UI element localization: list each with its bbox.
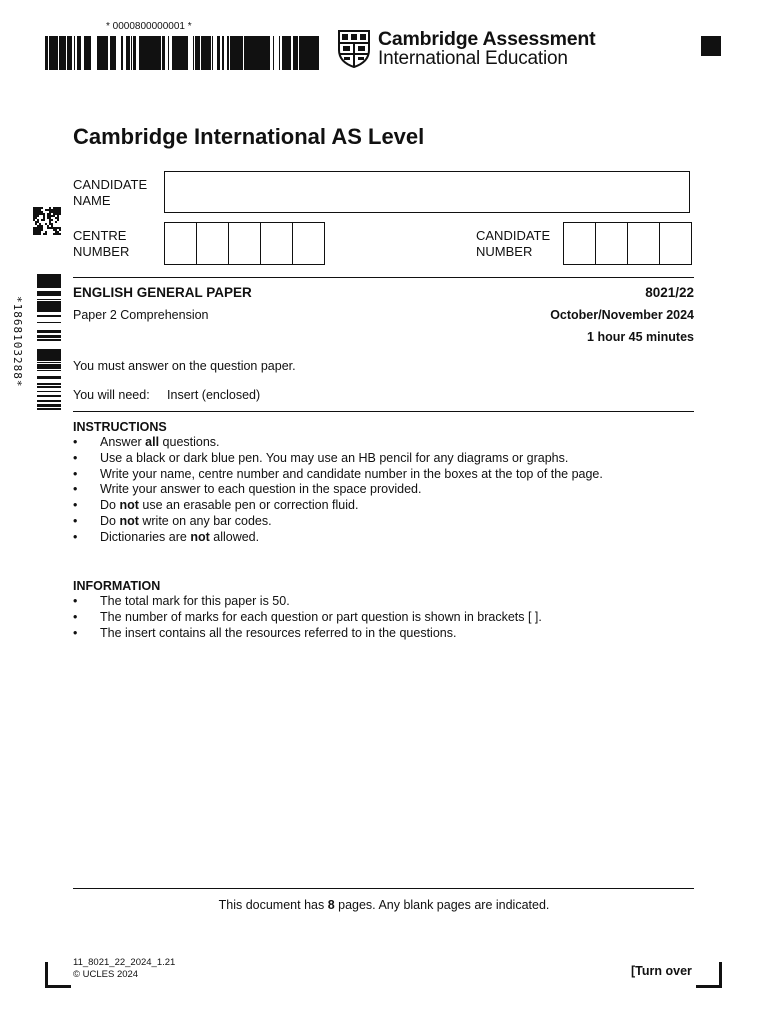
barcode-number: * 0000800000001 * bbox=[106, 21, 192, 32]
instruction-text-pre: Write your name, centre number and candidate number in the boxes at the top of the page. bbox=[100, 466, 603, 481]
candidate-digit-box[interactable] bbox=[564, 223, 596, 264]
divider bbox=[73, 888, 694, 889]
bullet: • bbox=[73, 482, 78, 497]
paper-code: 8021/22 bbox=[645, 285, 694, 300]
crop-mark bbox=[696, 985, 722, 988]
qualification-title: Cambridge International AS Level bbox=[73, 124, 425, 149]
qr-code bbox=[33, 207, 61, 235]
document-reference: 11_8021_22_2024_1.21 bbox=[73, 957, 176, 968]
instruction-text-post: write on any bar codes. bbox=[138, 513, 272, 528]
bullet: • bbox=[73, 625, 78, 640]
candidate-digit-box[interactable] bbox=[596, 223, 628, 264]
bullet: • bbox=[73, 435, 78, 449]
copyright: © UCLES 2024 bbox=[73, 969, 139, 980]
page-count-note bbox=[0, 898, 768, 912]
top-barcode bbox=[45, 36, 320, 70]
cambridge-logo bbox=[338, 29, 595, 69]
instruction-text-post: allowed. bbox=[209, 529, 260, 544]
centre-digit-box[interactable] bbox=[261, 223, 293, 264]
instruction-text-pre: Do bbox=[100, 498, 120, 513]
information-item bbox=[73, 594, 542, 610]
side-barcode-number: *1868103288* bbox=[11, 296, 24, 388]
turn-over-label: [Turn over bbox=[631, 964, 692, 978]
divider bbox=[73, 277, 694, 278]
candidate-name-label: CANDIDATE NAME bbox=[73, 177, 148, 208]
answer-note: You must answer on the question paper. bbox=[73, 359, 296, 373]
candidate-name-box[interactable] bbox=[164, 171, 690, 213]
instruction-text-bold: not bbox=[119, 513, 139, 528]
instruction-item bbox=[73, 530, 603, 546]
instruction-item bbox=[73, 482, 603, 498]
information-text: The total mark for this paper is 50. bbox=[100, 594, 290, 608]
instruction-text-bold: all bbox=[145, 435, 160, 449]
candidate-number-label: CANDIDATE NUMBER bbox=[476, 228, 551, 259]
information-item bbox=[73, 610, 542, 626]
information-text: The number of marks for each question or part question is shown in brackets [ ]. bbox=[100, 609, 542, 624]
instruction-text-post: questions. bbox=[159, 435, 220, 449]
instruction-item bbox=[73, 467, 603, 483]
divider bbox=[73, 411, 694, 412]
information-text: The insert contains all the resources referred to in the questions. bbox=[100, 625, 457, 640]
instruction-item bbox=[73, 451, 603, 467]
bullet: • bbox=[73, 466, 78, 481]
paper-name: Paper 2 Comprehension bbox=[73, 308, 209, 322]
instruction-text-bold: not bbox=[190, 529, 210, 544]
candidate-digit-box[interactable] bbox=[628, 223, 660, 264]
candidate-digit-box[interactable] bbox=[660, 223, 691, 264]
bullet: • bbox=[73, 498, 78, 513]
instruction-item bbox=[73, 435, 603, 451]
candidate-number-boxes[interactable] bbox=[563, 222, 692, 265]
side-barcode bbox=[37, 270, 61, 410]
information-title: INFORMATION bbox=[73, 579, 161, 593]
bullet: • bbox=[73, 513, 78, 528]
centre-digit-box[interactable] bbox=[197, 223, 229, 264]
instruction-item bbox=[73, 514, 603, 530]
centre-number-label: CENTRE NUMBER bbox=[73, 228, 130, 259]
instruction-text-bold: not bbox=[119, 498, 139, 513]
subject-title: ENGLISH GENERAL PAPER bbox=[73, 285, 252, 300]
instruction-text-pre: Answer bbox=[100, 435, 146, 449]
bullet: • bbox=[73, 594, 78, 608]
instruction-text-pre: Use a black or dark blue pen. You may use an HB pencil for any diagrams or graphs. bbox=[100, 450, 569, 465]
centre-number-boxes[interactable] bbox=[164, 222, 325, 265]
instruction-text-pre: Do bbox=[100, 513, 120, 528]
instruction-item bbox=[73, 498, 603, 514]
information-item bbox=[73, 626, 542, 642]
exam-session: October/November 2024 bbox=[550, 308, 694, 322]
exam-duration: 1 hour 45 minutes bbox=[587, 330, 694, 344]
centre-digit-box[interactable] bbox=[165, 223, 197, 264]
page-count-post: pages. Any blank pages are indicated. bbox=[334, 898, 550, 912]
page-count-pre: This document has bbox=[218, 898, 328, 912]
information-list bbox=[73, 594, 542, 641]
instructions-list bbox=[73, 435, 603, 546]
centre-digit-box[interactable] bbox=[229, 223, 261, 264]
logo-line-1: Cambridge Assessment bbox=[378, 28, 596, 50]
bullet: • bbox=[73, 609, 78, 624]
centre-digit-box[interactable] bbox=[293, 223, 324, 264]
bullet: • bbox=[73, 450, 78, 465]
crop-mark bbox=[45, 985, 71, 988]
page-count: 8 bbox=[327, 898, 335, 912]
crest-icon bbox=[338, 30, 370, 68]
instruction-text-post: use an erasable pen or correction fluid. bbox=[138, 498, 359, 513]
instruction-text-pre: Dictionaries are bbox=[100, 529, 191, 544]
instructions-title: INSTRUCTIONS bbox=[73, 420, 167, 434]
registration-mark bbox=[701, 36, 721, 56]
instruction-text-pre: Write your answer to each question in the space provided. bbox=[100, 482, 422, 497]
logo-line-2: International Education bbox=[378, 48, 568, 69]
materials-note: You will need: Insert (enclosed) bbox=[73, 388, 261, 402]
bullet: • bbox=[73, 529, 78, 544]
